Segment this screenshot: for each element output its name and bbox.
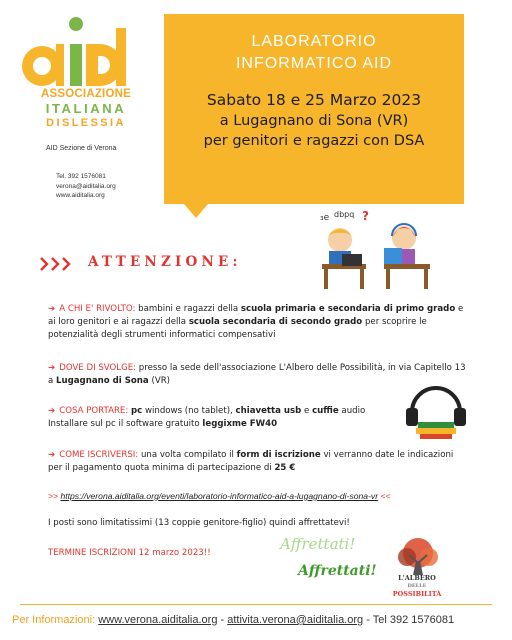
arrow-right-icon: ➔ bbox=[48, 450, 56, 460]
bullet-strong: scuola secondaria di secondo grado bbox=[188, 317, 363, 327]
footer-divider bbox=[20, 604, 492, 605]
bullet-strong: cuffie bbox=[312, 406, 339, 416]
event-url[interactable]: https://verona.aiditalia.org/eventi/laboratorio-informatico-aid-a-lugagnano-di-sona-vr bbox=[60, 491, 379, 501]
contact-email[interactable]: verona@aiditalia.org bbox=[56, 182, 116, 190]
bullet-how-to-register bbox=[48, 449, 468, 475]
arrow-right-icon: ➔ bbox=[48, 406, 56, 416]
org-line-3: DISLESSIA bbox=[46, 117, 126, 129]
bullet-strong: pc bbox=[130, 406, 143, 416]
bullet-text: e bbox=[301, 406, 313, 416]
org-line-1: ASSOCIAZIONE bbox=[41, 88, 131, 100]
arrow-right-icon: ➔ bbox=[48, 363, 56, 373]
bullet-head: COSA PORTARE: bbox=[59, 406, 129, 416]
bullet-text: una volta compilato il bbox=[138, 450, 237, 460]
banner-date: Sabato 18 e 25 Marzo 2023 bbox=[206, 91, 422, 109]
bullet-text: vi verranno date le indicazioni per il pagamento quota minima di partecipazione di bbox=[48, 450, 454, 473]
aid-logo-icon bbox=[20, 14, 140, 94]
banner-tail bbox=[184, 204, 208, 218]
svg-text:₃e: ₃e bbox=[320, 213, 330, 223]
banner-title-1: LABORATORIO bbox=[251, 33, 377, 50]
chevrons-icon bbox=[40, 257, 80, 271]
bullet-strong: leggixme FW40 bbox=[202, 419, 278, 429]
deadline-text: TERMINE ISCRIZIONI 12 marzo 2023!! bbox=[48, 548, 211, 558]
bullet-text: bambini e ragazzi della bbox=[135, 304, 241, 314]
contacts bbox=[56, 172, 116, 201]
attention-heading: ATTENZIONE: bbox=[88, 254, 242, 270]
bullet-head: A CHI E' RIVOLTO: bbox=[59, 304, 136, 314]
link-suffix: << bbox=[380, 491, 391, 501]
footer bbox=[12, 614, 454, 626]
link-prefix: >> bbox=[48, 491, 59, 501]
bullet-text: e ai loro genitori e ai ragazzi della bbox=[48, 304, 464, 327]
svg-text:dbpq: dbpq bbox=[334, 210, 355, 219]
banner-audience: per genitori e ragazzi con DSA bbox=[203, 133, 425, 149]
registration-link bbox=[48, 491, 391, 501]
bullet-text: (VR) bbox=[148, 376, 171, 386]
hurry-text-bold: Affrettati! bbox=[298, 563, 377, 579]
bullet-text: windows (no tablet), bbox=[142, 406, 236, 416]
arrow-right-icon: ➔ bbox=[48, 304, 56, 314]
bullet-strong: Lugagnano di Sona bbox=[56, 376, 149, 386]
section-name: AID Sezione di Verona bbox=[46, 145, 117, 152]
bullet-text: presso la sede dell'associazione L'Albero delle Possibilità, in via Capitello 13 a bbox=[48, 363, 466, 386]
headphones-books-icon bbox=[400, 378, 472, 440]
tree-label-line-2: DELLE bbox=[407, 583, 427, 589]
bullet-audience bbox=[48, 303, 468, 342]
bullet-text: audio Installare sul pc il software gratuito bbox=[48, 406, 366, 429]
footer-label: Per Informazioni: bbox=[12, 614, 96, 626]
footer-email[interactable]: attivita.verona@aiditalia.org bbox=[227, 614, 364, 626]
bullet-head: DOVE DI SVOLGE: bbox=[59, 363, 137, 373]
bullet-text: per scoprire le potenzialità degli strumenti informatici compensativi bbox=[48, 317, 427, 340]
tree-label-line-3: POSSIBILITÀ bbox=[392, 590, 442, 598]
contact-phone: Tel. 392 1576081 bbox=[56, 173, 106, 180]
footer-phone: 392 1576081 bbox=[389, 614, 455, 626]
tree-logo-label bbox=[372, 574, 462, 598]
bullet-strong: 25 € bbox=[274, 463, 296, 473]
org-line-2: ITALIANA bbox=[45, 101, 127, 116]
bullet-strong: chiavetta usb bbox=[235, 406, 302, 416]
bullet-strong: scuola primaria e secondaria di primo grado bbox=[240, 304, 456, 314]
contact-website[interactable]: www.aiditalia.org bbox=[56, 192, 105, 199]
bullet-head: COME ISCRIVERSI: bbox=[59, 450, 139, 460]
limited-seats-text: I posti sono limitatissimi (13 coppie genitore-figlio) quindi affrettatevi! bbox=[48, 518, 350, 528]
banner-place: a Lugagnano di Sona (VR) bbox=[219, 113, 409, 129]
event-banner bbox=[164, 14, 464, 204]
footer-sep: - Tel bbox=[363, 614, 390, 626]
footer-site[interactable]: www.verona.aiditalia.org bbox=[98, 614, 218, 626]
svg-text:?: ? bbox=[362, 209, 369, 223]
banner-title-2: INFORMATICO AID bbox=[235, 55, 393, 72]
tree-label-line-1: L'ALBERO bbox=[398, 574, 436, 582]
hurry-text-light: Affrettati! bbox=[280, 535, 356, 553]
kids-at-computer-icon bbox=[316, 208, 436, 294]
footer-sep: - bbox=[217, 614, 228, 626]
bullet-what-to-bring bbox=[48, 405, 393, 431]
org-name bbox=[26, 88, 146, 129]
bullet-strong: form di iscrizione bbox=[236, 450, 321, 460]
